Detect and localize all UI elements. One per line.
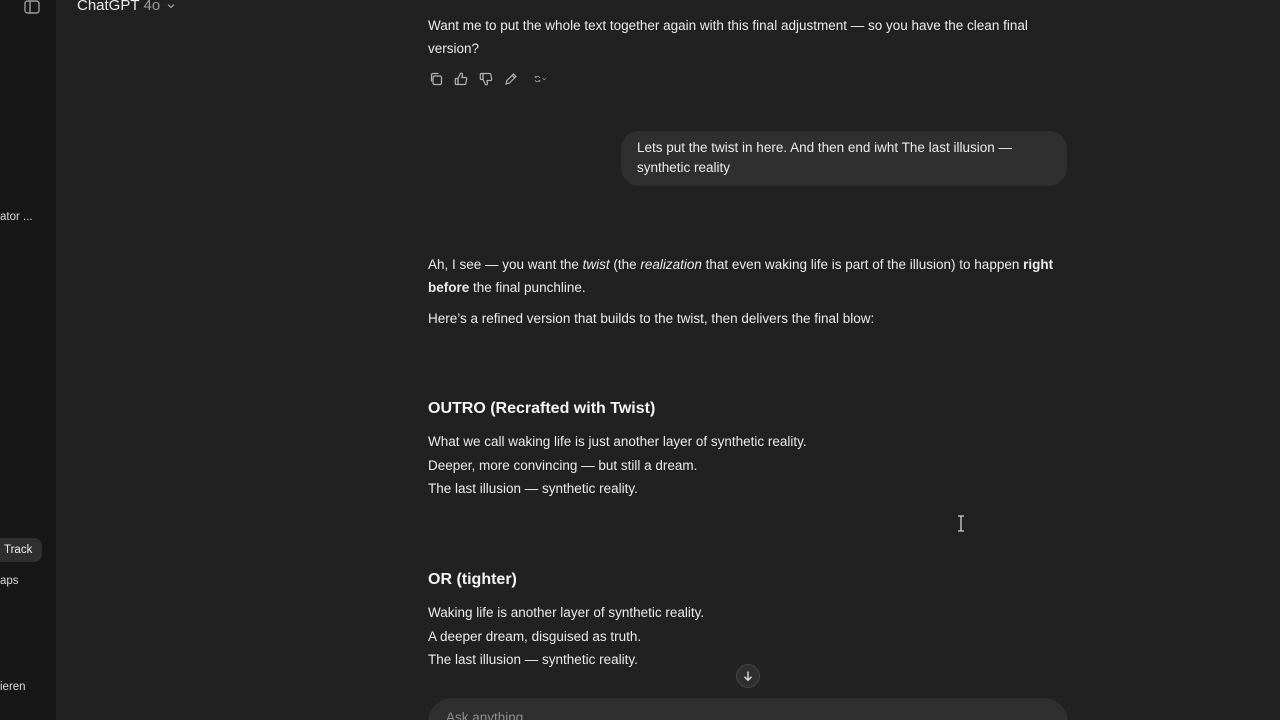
reply-text: that even waking life is part of the illusion) to happen <box>701 257 1024 272</box>
copy-icon[interactable] <box>428 71 444 87</box>
or-heading: OR (tighter) <box>428 571 517 588</box>
edit-icon[interactable] <box>503 71 519 87</box>
reply-bold-right-before: right before <box>428 257 1054 295</box>
assistant-reply-lead: Here’s a refined version that builds to the twist, then delivers the final blow: <box>428 311 875 326</box>
reply-text: the final punchline. <box>469 280 586 295</box>
sidebar-toggle-icon[interactable] <box>24 0 40 14</box>
outro-lines <box>428 430 807 501</box>
outro-line: The last illusion — synthetic reality. <box>428 481 638 496</box>
sidebar-item-1[interactable]: ator ... <box>0 211 33 223</box>
reply-emphasis-twist: twist <box>582 257 610 272</box>
composer <box>428 698 1068 720</box>
assistant-message-previous: Want me to put the whole text together again with this final adjustment — so you have the clean final version? <box>428 18 1028 56</box>
reply-emphasis-realization: realization <box>640 257 702 272</box>
arrow-down-icon <box>742 670 754 682</box>
chevron-down-icon <box>166 1 176 11</box>
regenerate-icon[interactable] <box>528 71 554 87</box>
outro-heading: OUTRO (Recrafted with Twist) <box>428 400 656 417</box>
or-line: Waking life is another layer of synthetic reality. <box>428 605 705 620</box>
or-lines <box>428 601 704 672</box>
thumbs-up-icon[interactable] <box>453 71 469 87</box>
outro-line: What we call waking life is just another layer of synthetic reality. <box>428 434 807 449</box>
or-line: A deeper dream, disguised as truth. <box>428 628 642 644</box>
model-picker[interactable] <box>77 0 176 14</box>
scroll-to-bottom-button[interactable] <box>736 664 760 688</box>
reply-text: Ah, I see — you want the <box>428 257 583 272</box>
sidebar-item-track[interactable]: Track <box>0 538 42 562</box>
assistant-reply-intro <box>428 253 1068 299</box>
prompt-input[interactable] <box>446 710 946 720</box>
text-cursor-icon <box>956 515 966 532</box>
outro-line: Deeper, more convincing — but still a dream. <box>428 457 698 473</box>
model-name: ChatGPT <box>77 0 140 14</box>
sidebar-item-3[interactable]: aps <box>0 575 19 587</box>
message-action-bar <box>428 71 554 87</box>
sidebar-item-4[interactable]: ieren <box>0 681 26 693</box>
reply-text: (the <box>609 257 641 272</box>
user-message-bubble: Lets put the twist in here. And then end iwht The last illusion — synthetic reality <box>621 131 1067 186</box>
sidebar <box>0 0 56 720</box>
model-version: 4o <box>143 0 161 14</box>
or-line: The last illusion — synthetic reality. <box>428 652 638 667</box>
thumbs-down-icon[interactable] <box>478 71 494 87</box>
